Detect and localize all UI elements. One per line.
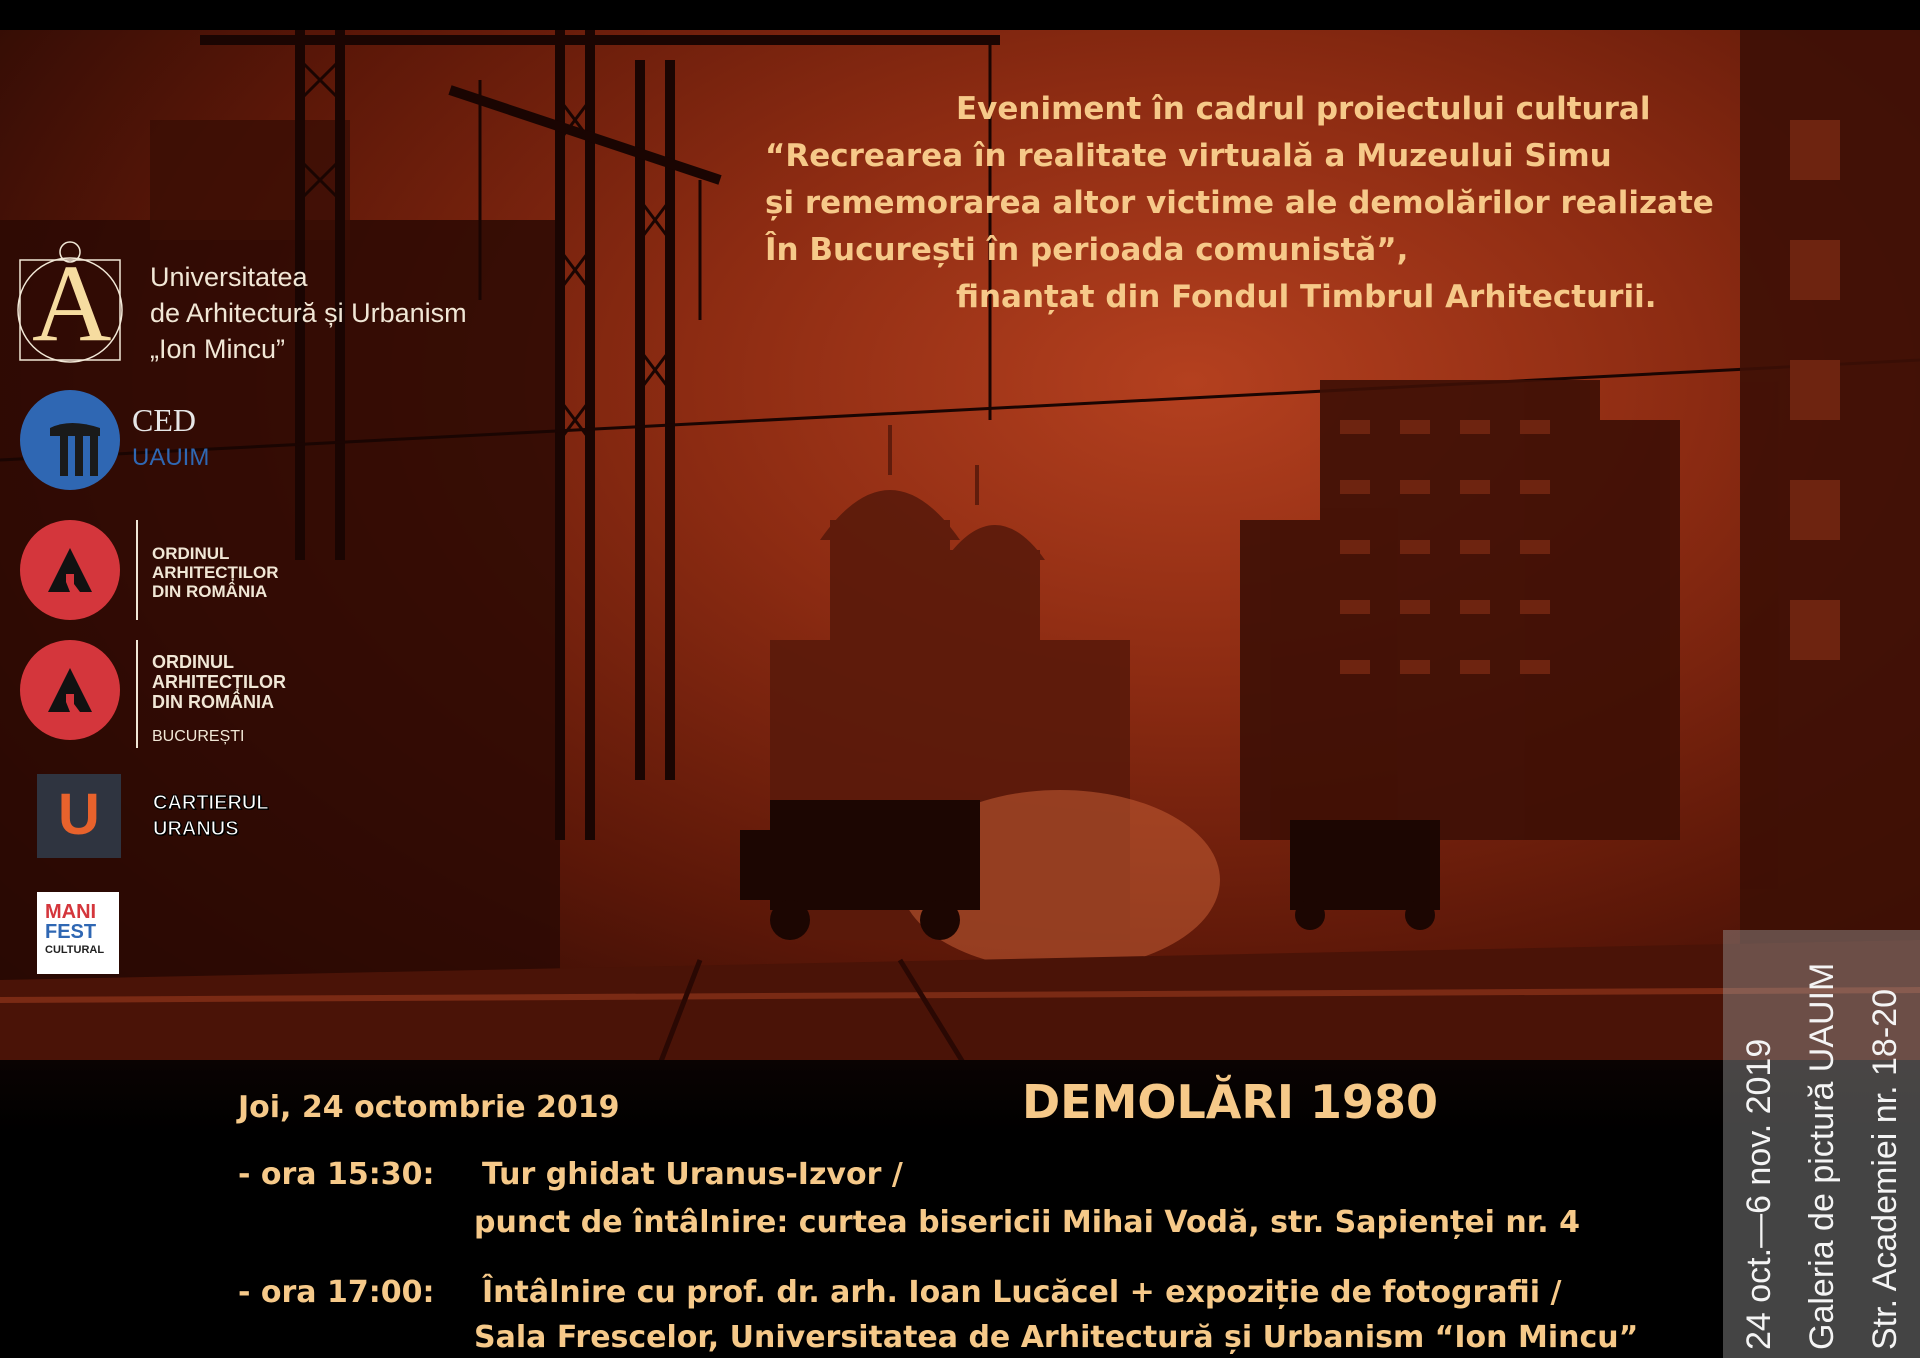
- oar-line1: ORDINUL: [152, 544, 230, 563]
- schedule-item-2-line1: Întâlnire cu prof. dr. arh. Ioan Lucăcel + expoziție de fotografii /: [482, 1275, 1562, 1310]
- oar-bucuresti-emblem-icon: [20, 640, 120, 740]
- uauim-line2: de Arhitectură și Urbanism: [150, 298, 467, 328]
- event-intro-line3: și rememorarea altor victime ale demolărilor realizate: [765, 185, 1714, 221]
- column-icon: [20, 390, 120, 490]
- oar-logo: [20, 520, 320, 625]
- schedule-time-2: - ora 17:00:: [238, 1275, 435, 1310]
- uauim-line1: Universitatea: [150, 262, 308, 292]
- oar-bucuresti-line4: BUCUREȘTI: [152, 728, 245, 745]
- uauim-line3: „Ion Mincu”: [150, 334, 286, 364]
- oar-bucuresti-divider: [136, 640, 138, 748]
- exhibition-address: Str. Academiei nr. 18-20: [1866, 989, 1904, 1350]
- exhibition-venue: Galeria de pictură UAUIM: [1803, 962, 1841, 1350]
- exhibition-dates: 24 oct.—6 nov. 2019: [1740, 1038, 1778, 1350]
- ced-circle-icon: [20, 390, 120, 490]
- top-border: [0, 0, 1920, 30]
- uranus-line1: CARTIERUL: [153, 792, 269, 814]
- ced-subtitle: UAUIM: [132, 444, 210, 471]
- event-intro-line5: finanțat din Fondul Timbrul Arhitecturii.: [956, 279, 1657, 315]
- schedule-item-1-line1: Tur ghidat Uranus-Izvor /: [482, 1157, 903, 1192]
- oar-divider: [136, 520, 138, 620]
- oar-bucuresti-line3: DIN ROMÂNIA: [152, 692, 274, 712]
- schedule-date: Joi, 24 octombrie 2019: [238, 1090, 620, 1125]
- exhibition-title: DEMOLĂRI 1980: [1022, 1075, 1438, 1129]
- manifest-line1: MANI: [45, 901, 97, 923]
- cartierul-uranus-logo: [37, 774, 277, 860]
- oar-line3: DIN ROMÂNIA: [152, 582, 268, 601]
- ced-logo: [20, 390, 240, 495]
- uauim-logo: [0, 240, 467, 370]
- schedule-item-2-line2: Sala Frescelor, Universitatea de Arhitectură și Urbanism “Ion Mincu”: [474, 1320, 1639, 1355]
- event-intro-line4: În București în perioada comunistă”,: [765, 232, 1409, 268]
- manifest-line2: FEST: [45, 921, 97, 943]
- schedule-time-1: - ora 15:30:: [238, 1157, 435, 1192]
- schedule-item-1-line2: punct de întâlnire: curtea bisericii Mihai Vodă, str. Sapienței nr. 4: [474, 1205, 1580, 1240]
- oar-emblem-icon: [20, 520, 120, 620]
- uranus-emblem-icon: U: [37, 774, 121, 858]
- uauim-letter: A: [32, 242, 112, 364]
- oar-line2: ARHITECȚILOR: [152, 563, 279, 582]
- ced-title: CED: [132, 402, 196, 438]
- event-intro-line2: “Recrearea în realitate virtuală a Muzeului Simu: [765, 138, 1612, 174]
- event-intro-line1: Eveniment în cadrul proiectului cultural: [956, 91, 1651, 127]
- oar-bucuresti-line2: ARHITECȚILOR: [152, 672, 286, 692]
- oar-bucuresti-line1: ORDINUL: [152, 652, 234, 672]
- uranus-line2: URANUS: [153, 818, 239, 840]
- oar-bucuresti-logo: [20, 640, 320, 755]
- manifest-line3: CULTURAL: [45, 944, 105, 956]
- manifest-cultural-logo: [37, 892, 119, 974]
